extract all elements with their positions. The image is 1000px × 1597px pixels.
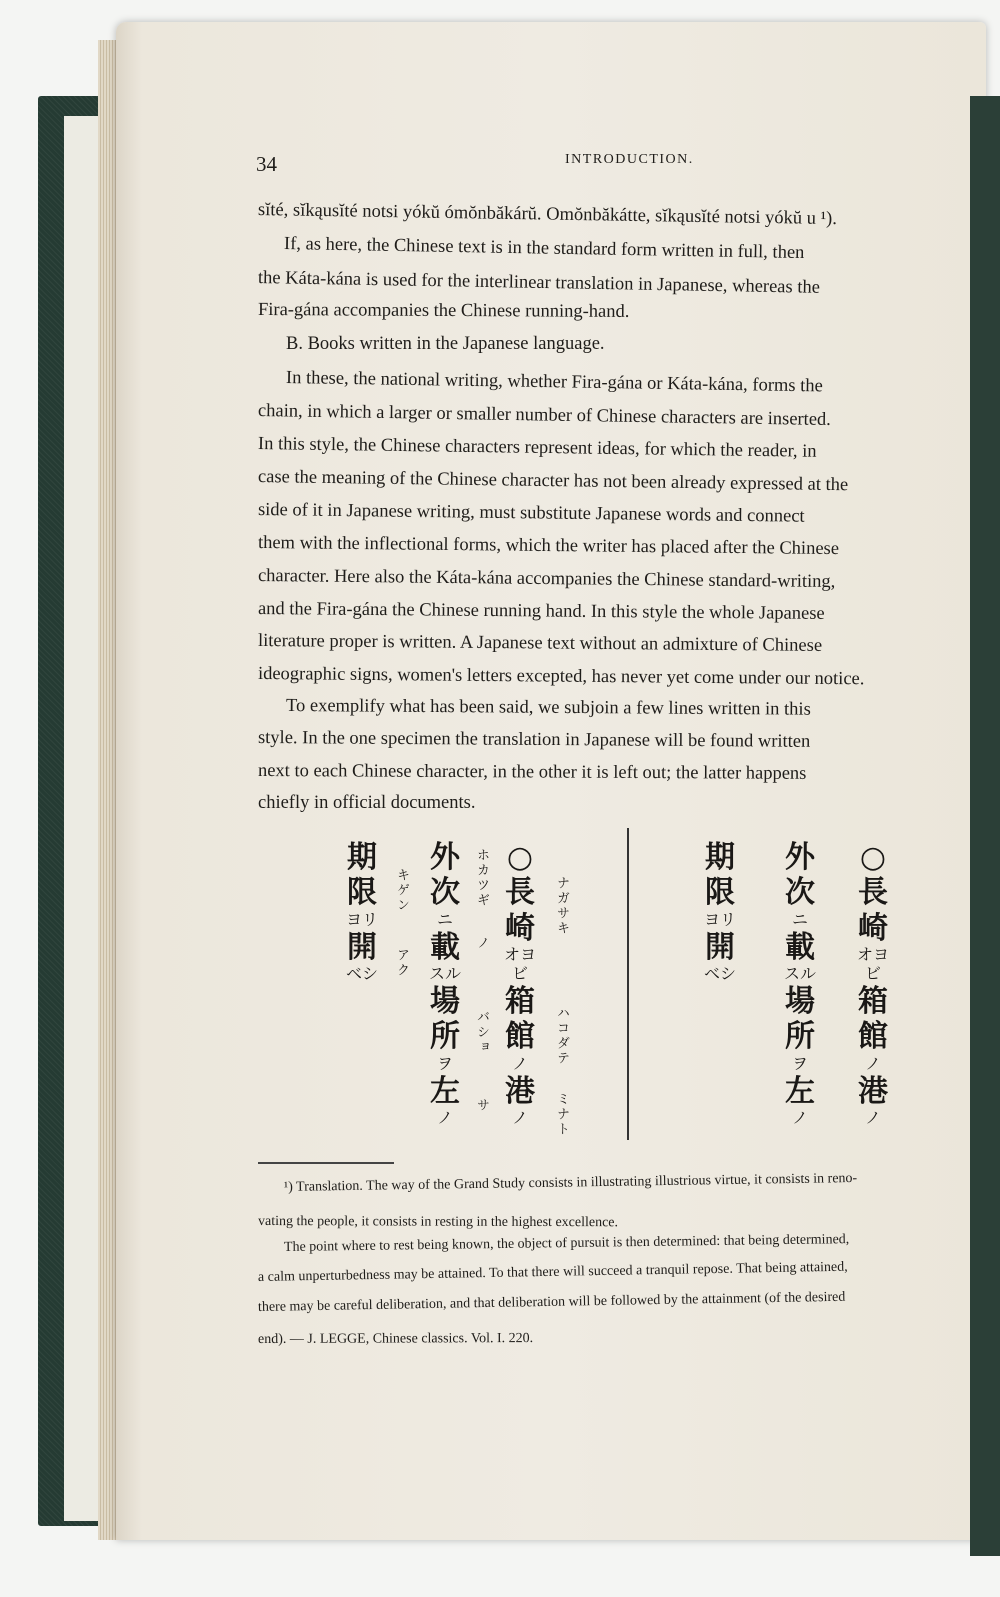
body-line: sĭté, sĭkąusĭté notsi yókŭ ómŏnbăkárŭ. Omŏnbăkátte, sĭkąusĭté notsi yókŭ u ¹).: [257, 200, 838, 230]
furigana: ミナト: [554, 1092, 569, 1137]
furigana: バショ: [474, 1010, 489, 1055]
body-line: B. Books written in the Japanese language.: [286, 334, 605, 354]
footnote-line: a calm unperturbedness may be attained. To that there will succeed a tranquil repose. That being attained,: [257, 1259, 848, 1285]
body-line: side of it in Japanese writing, must substitute Japanese words and connect: [257, 500, 805, 527]
furigana: ホカツギ: [474, 848, 489, 908]
specimen-right-column-2: 外 次 ニ 載 スル 場 所 ヲ 左 ノ: [783, 840, 816, 1127]
book-spine: [970, 96, 1000, 1556]
furigana: ノ: [474, 936, 489, 951]
specimen-divider: [627, 828, 629, 1140]
furigana: ハコダテ: [554, 1006, 569, 1066]
body-line: the Káta-kána is used for the interlinear translation in Japanese, whereas the: [257, 268, 821, 298]
footnote-line: vating the people, it consists in resting in the highest excellence.: [257, 1214, 619, 1231]
footnote-line: ¹) Translation. The way of the Grand Study consists in illustrating illustrious virtue, it consists in reno-: [283, 1170, 858, 1195]
body-line: In this style, the Chinese characters represent ideas, for which the reader, in: [257, 434, 817, 462]
body-line: ideographic signs, women's letters excepted, has never yet come under our notice.: [257, 664, 865, 690]
furigana: アク: [394, 948, 409, 978]
body-line: To exemplify what has been said, we subjoin a few lines written in this: [285, 696, 811, 720]
furigana: キゲン: [394, 868, 409, 913]
body-line: In these, the national writing, whether Fira-gána or Káta-kána, forms the: [285, 368, 823, 397]
footnote-line: end). — J. LEGGE, Chinese classics. Vol. I. 220.: [257, 1331, 534, 1347]
body-line: them with the inflectional forms, which the writer has placed after the Chinese: [257, 533, 840, 560]
body-line: chain, in which a larger or smaller number of Chinese characters are inserted.: [257, 401, 832, 430]
running-title: INTRODUCTION.: [565, 152, 694, 167]
body-line: style. In the one specimen the translation in Japanese will be found written: [257, 728, 811, 752]
specimen-right-column-3: 期 限 ヨリ 開 ベシ: [703, 840, 736, 984]
specimen-left-column-1: ○ 長 崎 オヨビ 箱 館 ノ 港 ノ: [503, 840, 536, 1127]
body-line: and the Fira-gána the Chinese running hand. In this style the whole Japanese: [257, 599, 825, 624]
body-line: Fira-gána accompanies the Chinese running-hand.: [257, 300, 630, 322]
footnote-rule: [258, 1162, 394, 1164]
footnote-line: The point where to rest being known, the object of pursuit is then determined: that being determined,: [283, 1232, 850, 1255]
page-number: 34: [256, 152, 277, 176]
specimen-right-column-1: ○ 長 崎 オヨビ 箱 館 ノ 港 ノ: [856, 840, 889, 1127]
body-line: character. Here also the Káta-kána accompanies the Chinese standard-writing,: [257, 566, 836, 593]
furigana: サ: [474, 1098, 489, 1113]
body-line: chiefly in official documents.: [258, 793, 476, 813]
footnote-line: there may be careful deliberation, and that deliberation will be followed by the attainment (of the desired: [257, 1289, 846, 1315]
body-line: next to each Chinese character, in the other it is left out; the latter happens: [257, 761, 807, 784]
specimen-left-column-3: 期 限 ヨリ 開 ベシ: [345, 840, 378, 984]
body-line: case the meaning of the Chinese character has not been already expressed at the: [257, 467, 849, 496]
body-line: If, as here, the Chinese text is in the standard form written in full, then: [283, 234, 805, 264]
specimen-left-column-2: 外 次 ニ 載 スル 場 所 ヲ 左 ノ: [428, 840, 461, 1127]
body-line: literature proper is written. A Japanese text without an admixture of Chinese: [257, 631, 823, 656]
furigana: ナガサキ: [554, 876, 569, 936]
